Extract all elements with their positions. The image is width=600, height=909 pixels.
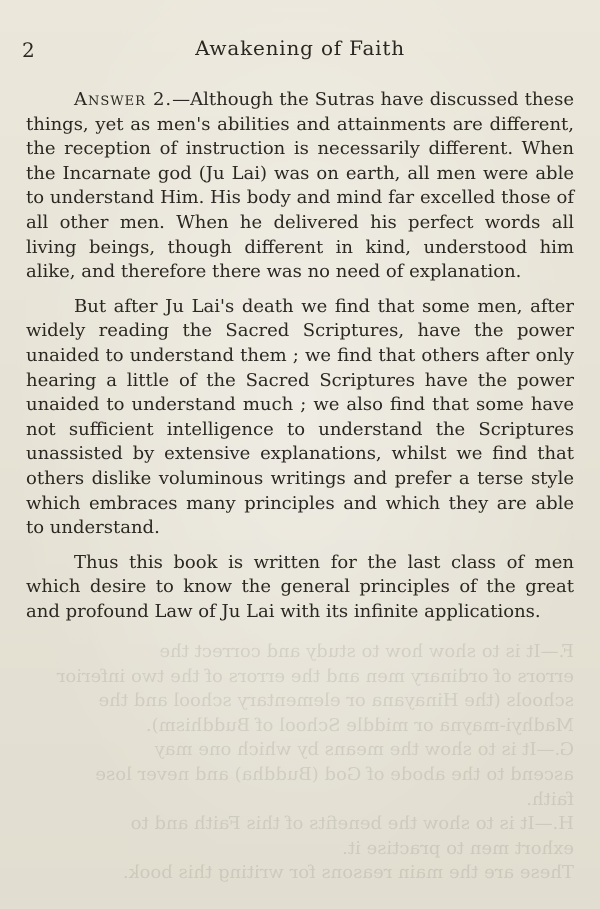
show-through-line: These are the main reasons for writing this book.	[122, 862, 574, 884]
answer-label: Answer 2.	[74, 89, 173, 110]
body-text	[26, 88, 574, 634]
page-number: 2	[22, 38, 36, 62]
paragraph-1-text: —Although the Sutras have discussed these things, yet as men's abilities and attainments are different, the reception of instruction is necessarily different. When the Incarnate god (Ju Lai) was on earth, all men were able to understand Him. His body and mind far excelled those of all other men. When he delivered his perfect words all living beings, though different in kind, understood him alike, and therefore there was no need of explanation.	[26, 89, 574, 283]
show-through-line: exhort men to practise it.	[342, 837, 574, 859]
running-title: Awakening of Faith	[195, 36, 405, 60]
show-through-line: errors of ordinary men and the errors of the two inferior	[56, 665, 574, 687]
show-through-text	[26, 640, 574, 886]
paragraph-answer	[26, 88, 574, 285]
paragraph-2: But after Ju Lai's death we find that some men, after widely reading the Sacred Scriptures, have the power unaided to understand them ; we find that others after only hearing a little of the Sacred Scriptures have the power unaided to understand much ; we also find that some have not sufficient intelligence to understand the Scriptures unassisted by extensive explanations, whilst we find that others dislike voluminous writings and prefer a terse style which embraces many principles and which they are able to understand.	[26, 295, 574, 539]
show-through-line: G.—It is to show the means by which one may	[154, 739, 574, 761]
paragraph-3: Thus this book is written for the last class of men which desire to know the general principles of the great and profound Law of Ju Lai with its infinite applications.	[26, 551, 574, 622]
show-through-line: H.—It is to show the benefits of this Faith and to	[130, 813, 574, 835]
show-through-line: ascend to the abode of God (Buddha) and never lose	[95, 763, 574, 785]
show-through-line: faith.	[526, 788, 574, 810]
show-through-line: F.—It is to show how to study and correct the	[159, 641, 574, 662]
show-through-line: schools (the Hinayana or elementary school and the	[98, 690, 574, 712]
show-through-line: Madhyi-mayna or middle School of Buddhism).	[145, 714, 574, 736]
